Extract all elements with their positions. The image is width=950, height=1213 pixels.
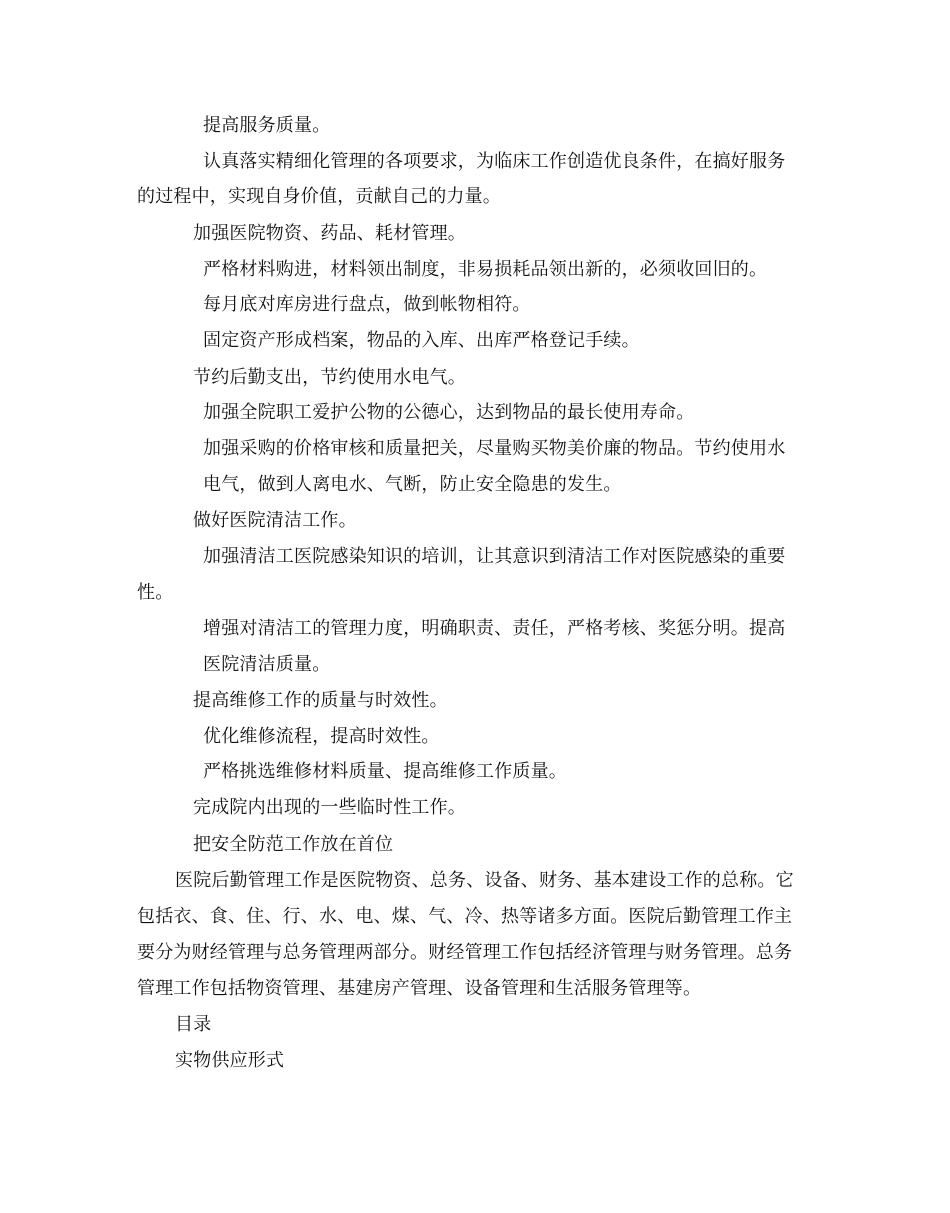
text-line: 医院后勤管理工作是医院物资、总务、设备、财务、基本建设工作的总称。它: [175, 870, 794, 891]
text-line: 加强清洁工医院感染知识的培训，让其意识到清洁工作对医院感染的重要: [203, 546, 786, 567]
text-line: 包括衣、食、住、行、水、电、煤、气、冷、热等诸多方面。医院后勤管理工作主: [137, 906, 793, 927]
text-line: 固定资产形成档案，物品的入库、出库严格登记手续。: [203, 330, 640, 351]
text-line: 医院清洁质量。: [203, 654, 331, 675]
text-line: 提高服务质量。: [203, 115, 331, 136]
text-line: 认真落实精细化管理的各项要求，为临床工作创造优良条件，在搞好服务: [203, 151, 786, 172]
text-line: 优化维修流程，提高时效性。: [203, 726, 440, 747]
text-line: 加强医院物资、药品、耗材管理。: [193, 223, 466, 244]
text-line: 做好医院清洁工作。: [193, 510, 357, 531]
text-line: 电气，做到人离电水、气断，防止安全隐患的发生。: [203, 474, 622, 495]
text-line: 增强对清洁工的管理力度，明确职责、责任，严格考核、奖惩分明。提高: [203, 618, 786, 639]
text-line: 目录: [175, 1014, 212, 1035]
text-line: 严格挑选维修材料质量、提高维修工作质量。: [203, 761, 567, 782]
text-line: 加强采购的价格审核和质量把关，尽量购买物美价廉的物品。节约使用水: [203, 438, 786, 459]
text-line: 加强全院职工爱护公物的公德心，达到物品的最长使用寿命。: [203, 402, 695, 423]
text-line: 实物供应形式: [175, 1050, 285, 1071]
text-line: 节约后勤支出，节约使用水电气。: [193, 367, 466, 388]
text-line: 严格材料购进，材料领出制度，非易损耗品领出新的，必须收回旧的。: [203, 259, 768, 280]
text-line: 性。: [137, 582, 174, 603]
text-line: 完成院内出现的一些临时性工作。: [193, 797, 466, 818]
text-line: 要分为财经管理与总务管理两部分。财经管理工作包括经济管理与财务管理。总务: [137, 942, 793, 963]
text-line: 把安全防范工作放在首位: [193, 834, 394, 855]
text-line: 的过程中，实现自身价值，贡献自己的力量。: [137, 186, 501, 207]
text-line: 管理工作包括物资管理、基建房产管理、设备管理和生活服务管理等。: [137, 978, 702, 999]
text-line: 提高维修工作的质量与时效性。: [193, 690, 448, 711]
text-line: 每月底对库房进行盘点，做到帐物相符。: [203, 294, 531, 315]
